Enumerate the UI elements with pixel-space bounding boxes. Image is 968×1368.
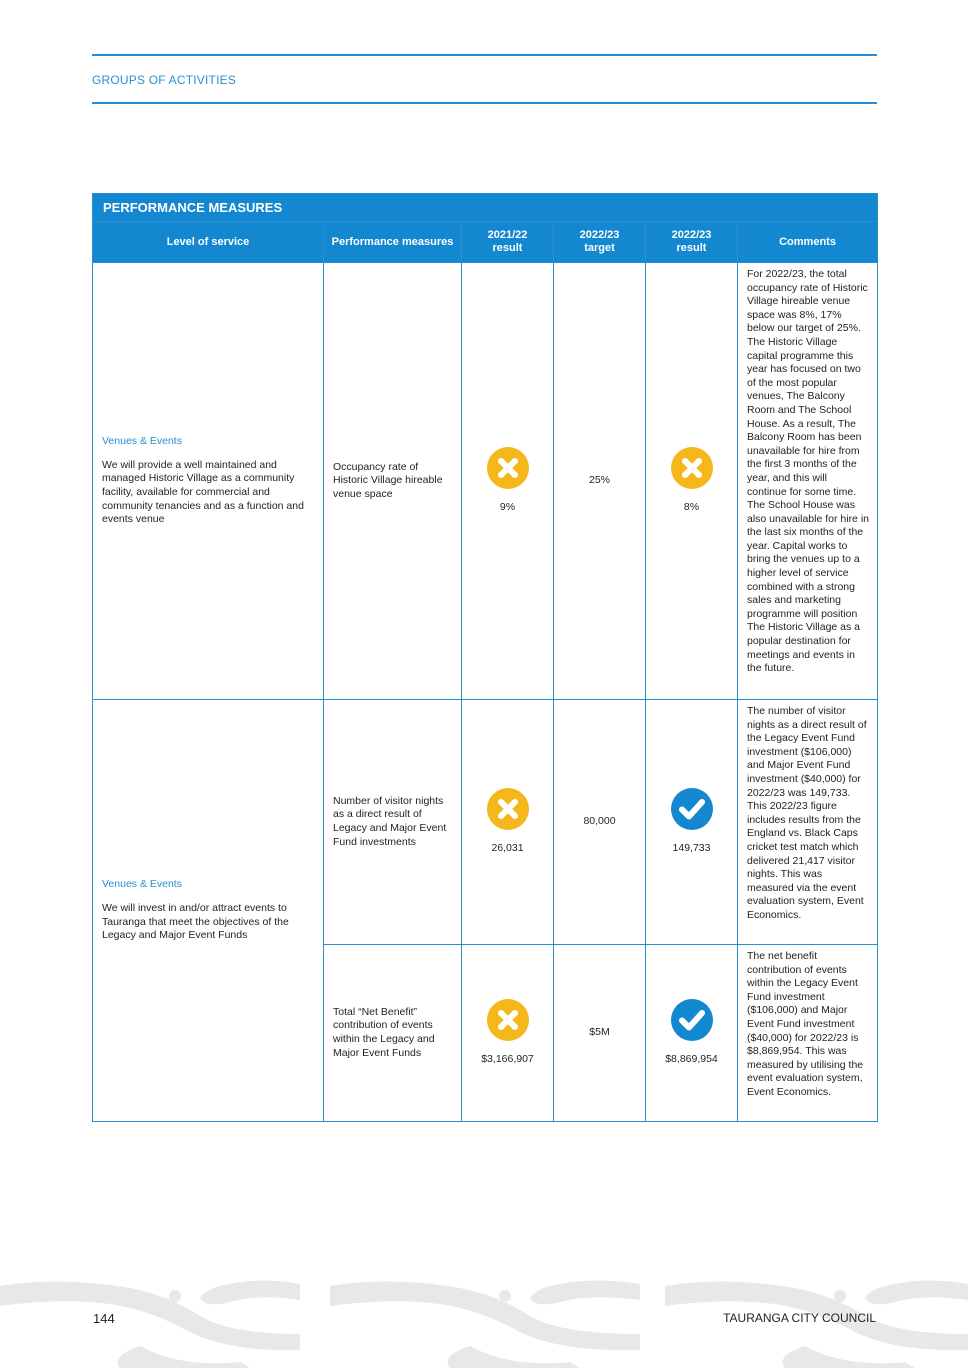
result-2122-cell bbox=[462, 700, 554, 945]
target-2223-cell: 80,000 bbox=[554, 700, 646, 945]
column-header-line: Comments bbox=[779, 235, 836, 248]
level-of-service-cell bbox=[93, 700, 324, 1122]
cross-circle-icon bbox=[671, 447, 713, 489]
check-circle-icon bbox=[671, 999, 713, 1041]
table-row bbox=[93, 700, 878, 945]
result-2122-value: $3,166,907 bbox=[481, 1053, 534, 1066]
result-2223-cell bbox=[646, 700, 738, 945]
column-header bbox=[324, 222, 462, 263]
level-of-service-text: We will invest in and/or attract events to Tauranga that meet the objectives of the Legacy and Major Event Funds bbox=[102, 901, 289, 942]
performance-measure-cell: Total “Net Benefit” contribution of events within the Legacy and Major Event Funds bbox=[324, 945, 462, 1122]
level-of-service-text: We will provide a well maintained and managed Historic Village as a community facility, available for commercial and community tenancies and as a function and events venue bbox=[102, 458, 304, 526]
header-rule bbox=[92, 102, 877, 104]
level-of-service-title: Venues & Events bbox=[102, 435, 182, 448]
result-2223-value: 8% bbox=[683, 501, 700, 514]
column-header-line: 2022/23 bbox=[579, 229, 620, 241]
result-2223-cell bbox=[646, 945, 738, 1122]
result-2223-value: $8,869,954 bbox=[665, 1053, 718, 1066]
comment-cell: The net benefit contribution of events within the Legacy Event Fund investment ($106,000) and Major Event Fund investment ($40,000) for 2022/23 is $8,869,954. This was measured by utilising the event evaluation system, Event Economics. bbox=[738, 945, 878, 1122]
column-header-line: target bbox=[584, 242, 615, 254]
check-circle-icon bbox=[671, 788, 713, 830]
result-2122-value: 9% bbox=[499, 501, 516, 514]
target-2223-cell: $5M bbox=[554, 945, 646, 1122]
result-2122-cell bbox=[462, 945, 554, 1122]
target-2223-cell: 25% bbox=[554, 263, 646, 700]
performance-table bbox=[92, 193, 878, 1122]
cross-circle-icon bbox=[487, 788, 529, 830]
column-header-line: Level of service bbox=[166, 235, 250, 248]
council-name: TAURANGA CITY COUNCIL bbox=[723, 1311, 876, 1325]
result-2223-value: 149,733 bbox=[672, 842, 711, 855]
column-header-line: result bbox=[676, 242, 707, 254]
performance-table-wrap bbox=[92, 193, 877, 1121]
cross-circle-icon bbox=[487, 447, 529, 489]
comment-cell: The number of visitor nights as a direct result of the Legacy Event Fund investment ($106,000) and Major Event Fund investment ($40,000) for 2022/23 was 149,733. This 2022/23 figure includes results from the England vs. Black Caps cricket test match which delivered 21,417 visitor nights. This was measured via the event evaluation system, Event Economics. bbox=[738, 700, 878, 945]
result-2122-cell bbox=[462, 263, 554, 700]
table-body bbox=[93, 263, 878, 1122]
column-header bbox=[93, 222, 324, 263]
section-label: GROUPS OF ACTIVITIES bbox=[92, 73, 237, 87]
result-2122-value: 26,031 bbox=[491, 842, 524, 855]
page-number: 144 bbox=[93, 1311, 115, 1326]
column-header-line: Performance measures bbox=[331, 235, 454, 248]
column-header bbox=[738, 222, 878, 263]
result-2223-cell bbox=[646, 263, 738, 700]
column-header-line: 2022/23 bbox=[671, 229, 712, 241]
column-header bbox=[554, 222, 646, 263]
level-of-service-cell bbox=[93, 263, 324, 700]
performance-measure-cell: Number of visitor nights as a direct result of Legacy and Major Event Fund investments bbox=[324, 700, 462, 945]
column-header bbox=[462, 222, 554, 263]
table-row bbox=[93, 263, 878, 700]
column-header bbox=[646, 222, 738, 263]
table-header-row bbox=[93, 222, 878, 263]
level-of-service-title: Venues & Events bbox=[102, 878, 182, 891]
table-title: PERFORMANCE MEASURES bbox=[93, 194, 878, 222]
cross-circle-icon bbox=[487, 999, 529, 1041]
top-rule bbox=[92, 54, 877, 56]
column-header-line: result bbox=[492, 242, 523, 254]
performance-measure-cell: Occupancy rate of Historic Village hireable venue space bbox=[324, 263, 462, 700]
column-header-line: 2021/22 bbox=[487, 229, 528, 241]
comment-cell: For 2022/23, the total occupancy rate of Historic Village hireable venue space was 8%, 17% below our target of 25%. The Historic Village capital programme this year has focused on two of the most popular venues, The Balcony Room and The School House. As a result, The Balcony Room has been unavailable for hire from the first 3 months of the year, and this will continue for some time. The School House was also unavailable for hire in the last six months of the year. Capital works to bring the venues up to a higher level of service combined with a strong sales and marketing programme will position The Historic Village as a popular destination for meetings and events in the future. bbox=[738, 263, 878, 700]
